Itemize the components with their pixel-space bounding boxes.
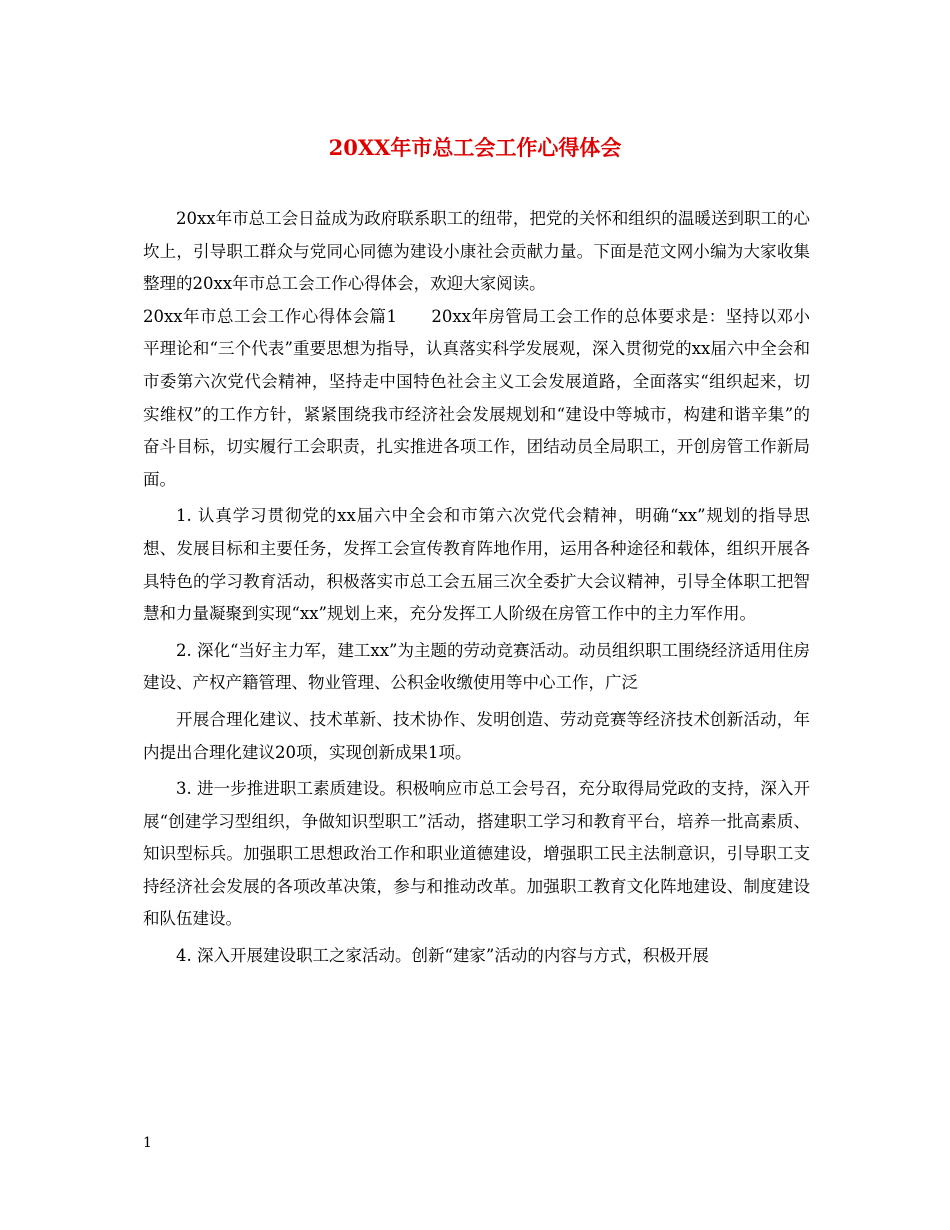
paragraph-item-3: 3. 进一步推进职工素质建设。积极响应市总工会号召，充分取得局党政的支持，深入开展“创建学习型组织，争做知识型职工”活动，搭建职工学习和教育平台，培养一批高素质、知识型标兵。加强职工思想政治工作和职业道德建设，增强职工民主法制意识，引导职工支持经济社会发展的各项改革决策，参与和推动改革。加强职工教育文化阵地建设、制度建设和队伍建设。 bbox=[143, 779, 810, 929]
page-number: 1 bbox=[143, 1135, 152, 1151]
paragraph-item-2-continued: 开展合理化建议、技术革新、技术协作、发明创造、劳动竞赛等经济技术创新活动，年内提出合理化建议20项，实现创新成果1项。 bbox=[143, 709, 810, 762]
paragraph-item-4: 4. 深入开展建设职工之家活动。创新“建家”活动的内容与方式，积极开展 bbox=[176, 946, 709, 966]
paragraph-section-1: 20xx年市总工会工作心得体会篇1 20xx年房管局工会工作的总体要求是：坚持以邓小平理论和“三个代表”重要思想为指导，认真落实科学发展观，深入贯彻党的xx届六中全会和市委第六次党代会精神，坚持走中国特色社会主义工会发展道路，全面落实“组织起来，切实维权”的工作方针，紧紧围绕我市经济社会发展规划和“建设中等城市，构建和谐辛集”的奋斗目标，切实履行工会职责，扎实推进各项工作，团结动员全局职工，开创房管工作新局面。 bbox=[143, 306, 810, 489]
paragraph-item-2: 2. 深化“当好主力军，建工xx”为主题的劳动竞赛活动。动员组织职工围绕经济适用住房建设、产权产籍管理、物业管理、公积金收缴使用等中心工作，广泛 bbox=[143, 640, 810, 693]
document-title: 20XX年市总工会工作心得体会 bbox=[328, 135, 622, 160]
paragraph-item-1: 1. 认真学习贯彻党的xx届六中全会和市第六次党代会精神，明确“xx”规划的指导思想、发展目标和主要任务，发挥工会宣传教育阵地作用，运用各种途径和载体，组织开展各具特色的学习教育活动，积极落实市总工会五届三次全委扩大会议精神，引导全体职工把智慧和力量凝聚到实现“xx”规划上来，充分发挥工人阶级在房管工作中的主力军作用。 bbox=[143, 506, 810, 624]
document-body bbox=[143, 203, 810, 973]
paragraph-intro: 20xx年市总工会日益成为政府联系职工的纽带，把党的关怀和组织的温暖送到职工的心坎上，引导职工群众与党同心同德为建设小康社会贡献力量。下面是范文网小编为大家收集整理的20xx年市总工会工作心得体会，欢迎大家阅读。 bbox=[143, 209, 810, 294]
